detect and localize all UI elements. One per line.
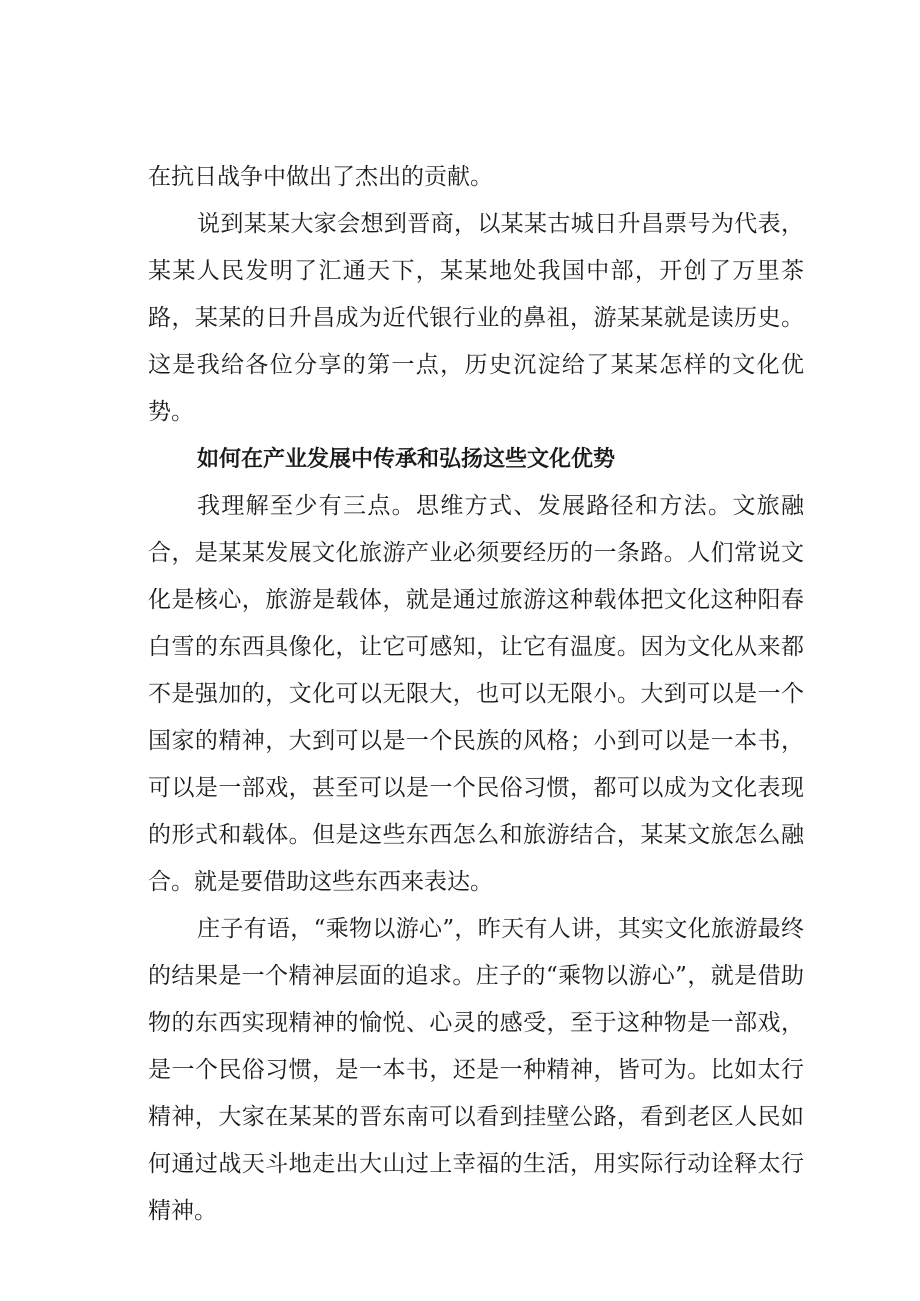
paragraph-continuation: 在抗日战争中做出了杰出的贡献。 — [148, 164, 493, 190]
paragraph-zhuangzi: 庄子有语，“乘物以游心”，昨天有人讲，其实文化旅游最终的结果是一个精神层面的追求。庄子的“乘物以游心”，就是借助物的东西实现精神的愉悦、心灵的感受，至于这种物是一部戏，是一个民俗习惯，是一本书，还是一种精神，皆可为。比如太行精神，大家在某某的晋东南可以看到挂壁公路，看到老区人民如何通过战天斗地走出大山过上幸福的生活，用实际行动诠释太行精神。 — [148, 916, 804, 1224]
document-body — [148, 154, 804, 1235]
section-heading: 如何在产业发展中传承和弘扬这些文化优势 — [197, 447, 616, 472]
paragraph-jinshang: 说到某某大家会想到晋商，以某某古城日升昌票号为代表，某某人民发明了汇通天下，某某地处我国中部，开创了万里茶路，某某的日升昌成为近代银行业的鼻祖，游某某就是读历史。这是我给各位分享的第一点，历史沉淀给了某某怎样的文化优势。 — [148, 211, 804, 425]
paragraph-culture-tourism: 我理解至少有三点。思维方式、发展路径和方法。文旅融合，是某某发展文化旅游产业必须要经历的一条路。人们常说文化是核心，旅游是载体，就是通过旅游这种载体把文化这种阳春白雪的东西具像化，让它可感知，让它有温度。因为文化从来都不是强加的，文化可以无限大，也可以无限小。大到可以是一个国家的精神，大到可以是一个民族的风格；小到可以是一本书，可以是一部戏，甚至可以是一个民俗习惯，都可以成为文化表现的形式和载体。但是这些东西怎么和旅游结合，某某文旅怎么融合。就是要借助这些东西来表达。 — [148, 493, 804, 895]
